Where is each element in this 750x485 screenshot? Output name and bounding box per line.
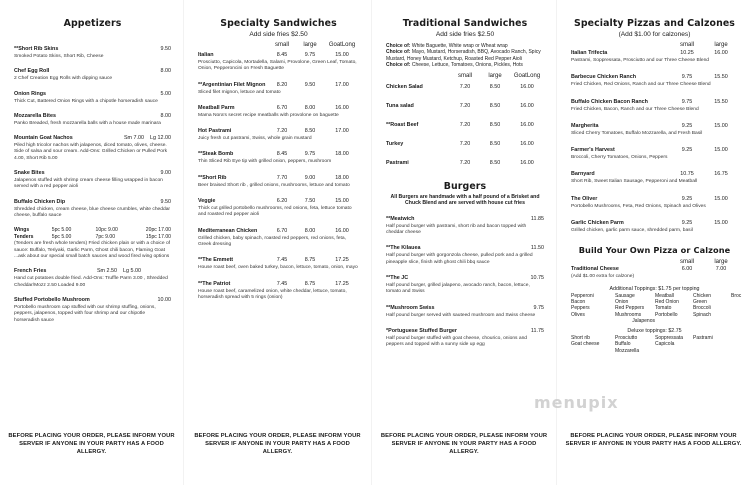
item-price: 11.85 (530, 215, 544, 222)
choice-text: White Baguette, White wrap or Wheat wrap (411, 43, 508, 49)
topping: Sausage (615, 292, 635, 299)
topping: Onion (615, 299, 629, 306)
menupix-watermark: menupix (534, 393, 619, 412)
item-name: Mountain Goat Nachos (14, 135, 73, 142)
item-description: Portobello Mushrooms, Feta, Red Onions, Spinach and Olives (571, 203, 706, 209)
burger-item (386, 275, 544, 296)
item-price: 9.00 (160, 170, 171, 177)
price-large: 15.50 (714, 98, 728, 105)
item-name: Italian Trifecta (571, 50, 608, 56)
price-large: 7.00 (715, 266, 727, 273)
item-name: Meatball Parm (198, 104, 235, 111)
fries-item (14, 268, 171, 289)
item-name: Turkey (386, 140, 404, 147)
item-name: **Steak Bomb (198, 151, 234, 158)
item-name: **Meatwich (386, 215, 415, 222)
topping: Peppers (571, 305, 590, 312)
item-name: Margherita (571, 122, 599, 129)
item-price: 5.00 (160, 90, 171, 97)
item-name: **The Patriot (198, 280, 231, 287)
deluxe-toppings-title: Deluxe toppings: $2.75 (627, 327, 682, 334)
appetizer-item (14, 46, 171, 60)
item-description: 2 Chef Creation Egg Rolls with dipping sauce (14, 76, 113, 82)
item-description: Half pound burger served with sauteed mushroom and Swiss cheese (386, 312, 536, 318)
item-description: Grilled chicken, baby spinach, roasted red peppers, red onions, feta, Greek dressing (198, 235, 346, 247)
choice-line (386, 49, 544, 62)
topping: Green (693, 299, 707, 306)
price-large: 8.50 (304, 128, 316, 135)
item-description: Half pound burger stuffed with goat cheese, chourico, onions and peppers and topped with a sunny side up egg (386, 335, 528, 348)
item-name: Chicken Salad (386, 83, 423, 90)
price-small: 7.20 (459, 102, 471, 109)
price-small: 7.20 (276, 128, 288, 135)
price-large: 8.50 (489, 83, 501, 90)
wings-price: 10pc 9.00 (95, 227, 118, 234)
item-description: Sliced filet mignon, lettuce and tomato (198, 89, 281, 95)
traditional-sandwiches-subtitle: Add side fries $2.50 (435, 31, 495, 38)
price-large: 8.00 (304, 104, 316, 111)
allergy-notice: BEFORE PLACING YOUR ORDER, PLEASE INFORM YOUR SERVER IF ANYONE IN YOUR PARTY HAS A FOOD ALLERGY. (194, 433, 361, 455)
price-large: 8.75 (304, 280, 316, 287)
item-description: Piled high tricolor nachos with jalapenos, diced tomato, olives, cheese. Side of salsa and sour cream. Add-Ons: Grilled Chicken or Pulled Pork 4.00, Short Rib 5.00 (14, 143, 168, 161)
price-small: 7.20 (459, 140, 471, 147)
item-description: Panko Breaded, fresh mozzarella balls with a house made marinara (14, 120, 161, 126)
topping (655, 318, 693, 324)
price-small: 9.25 (681, 147, 693, 154)
mushroom-item (14, 297, 171, 324)
price-large: 9.75 (304, 151, 316, 158)
choice-label: Choice of: (386, 62, 411, 69)
item-price: Sm 2.50 Lg 5.00 (96, 268, 141, 275)
wings-price: 5pc 5.00 (51, 227, 72, 234)
topping: Broc (731, 292, 742, 299)
price-large: 9.75 (304, 52, 316, 58)
choice-line (386, 62, 544, 68)
item-name: Buffalo Chicken Bacon Ranch (571, 98, 648, 105)
topping: Chicken (693, 292, 712, 299)
traditional-item (386, 84, 544, 91)
item-name: Traditional Cheese (571, 266, 619, 273)
price-large: 8.00 (304, 227, 316, 234)
sandwich-item (198, 257, 359, 271)
price-large: 8.75 (304, 257, 316, 264)
price-goatlong: 18.00 (335, 151, 349, 158)
item-description: Mama Nora's secret recipe meatballs with provolone on baguette (198, 112, 339, 118)
price-goatlong: 16.00 (335, 227, 349, 234)
item-description: Prosciutto, Capicola, Mortadella, Salami, Provolone, Green Leaf, Tomato, Onion, Pepperoncini on Fresh Baguette (198, 60, 357, 72)
price-large: 8.50 (489, 159, 501, 166)
item-description: House roast beef, oven baked turkey, bacon, lettuce, tomato, onion, mayo (198, 265, 358, 271)
sandwich-choices (386, 43, 544, 69)
item-description: House roast beef, caramelized onion, white cheddar, lettuce, tomato, horseradish spread with 5 rings (onion) (198, 288, 347, 300)
build-your-own-item (571, 266, 738, 280)
burgers-subtitle: All Burgers are handmade with a half pound of a Brisket and Chuck Blend and are served with house cut fries (390, 193, 540, 207)
allergy-notice: BEFORE PLACING YOUR ORDER, PLEASE INFORM YOUR SERVER IF ANYONE IN YOUR PARTY HAS A FOOD ALLERGY. (8, 433, 175, 455)
price-goatlong: 16.00 (335, 104, 349, 111)
item-price: 8.00 (160, 112, 171, 119)
item-name: **Short Rib (198, 174, 227, 181)
item-description: Sliced Cherry Tomatoes, Buffalo Mozzarella, and Fresh Basil (571, 130, 703, 136)
topping (731, 318, 750, 324)
traditional-item (386, 160, 544, 167)
specialty-sandwiches-column (184, 0, 372, 485)
price-goatlong: 15.00 (335, 52, 349, 58)
price-goatlong: 15.00 (335, 198, 349, 205)
deluxe-toppings-grid (571, 335, 738, 354)
topping: Buffalo Mozzarella (615, 341, 640, 354)
pizza-item (571, 220, 738, 234)
size-header (386, 72, 544, 80)
topping: Portobello (655, 311, 678, 318)
tenders-row (14, 234, 171, 241)
pizza-item (571, 123, 738, 137)
item-name: *Portuguese Stuffed Burger (386, 327, 457, 334)
pizza-item (571, 171, 738, 185)
item-name: **The Emmett (198, 257, 234, 264)
topping (571, 318, 615, 324)
appetizer-item (14, 199, 171, 220)
topping: Short rib (571, 334, 590, 341)
item-name: **Argentinian Filet Mignon (198, 81, 266, 88)
item-name: Mozzarella Bites (14, 112, 56, 119)
pizza-item (571, 99, 738, 113)
additional-toppings-grid (571, 292, 742, 325)
item-name: Tuna salad (386, 102, 414, 109)
price-small: 8.20 (276, 81, 288, 88)
wings-item (14, 227, 171, 260)
item-price: 9.50 (160, 198, 171, 205)
wings-row (14, 227, 171, 234)
appetizer-item (14, 91, 171, 105)
price-goatlong: 16.00 (520, 159, 534, 166)
price-large: 8.50 (489, 102, 501, 109)
price-goatlong: 16.00 (520, 140, 534, 147)
price-small: 8.45 (276, 52, 288, 58)
item-price: Sm 7.00 Lg 12.00 (123, 135, 171, 142)
sandwich-item (198, 128, 359, 142)
topping (693, 318, 731, 324)
item-description: Hand cut potatoes double fried. Add-Ons: Truffle Parm 3.00 , Shredded Cheddar/Mozz 2.50 Loaded 9.00 (14, 276, 168, 288)
price-small: 9.25 (681, 220, 693, 227)
topping: Prosciutto (615, 334, 638, 341)
pizza-item (571, 196, 738, 210)
burger-item (386, 305, 544, 319)
topping: Mushrooms (615, 311, 642, 318)
price-small: 7.45 (276, 257, 288, 264)
item-price: 10.00 (157, 296, 171, 303)
item-description: (Add $1.00 extra for calzone) (571, 274, 635, 280)
traditional-item (386, 103, 544, 110)
item-description: Broccoli, Cherry Tomatoes, Onions, Peppers (571, 155, 668, 161)
tenders-price: 15pc 17.00 (145, 233, 171, 240)
topping: Jalapenos (632, 318, 655, 325)
price-small: 9.25 (681, 195, 693, 202)
build-your-own-title: Build Your Own Pizza or Calzone (578, 245, 731, 256)
topping: Red Onion (655, 299, 679, 306)
sandwich-item (198, 198, 359, 219)
price-large: 16.75 (714, 171, 728, 178)
allergy-notice: BEFORE PLACING YOUR ORDER, PLEASE INFORM YOUR SERVER IF ANYONE IN YOUR PARTY HAS A FOOD ALLERGY. (565, 433, 742, 447)
price-large: 9.50 (304, 81, 316, 88)
item-description: Beer braised Short rib , grilled onions, mushrooms, lettuce and tomato (198, 182, 350, 188)
item-price: 10.75 (530, 275, 544, 281)
specialty-sandwiches-subtitle: Add side fries $2.50 (249, 31, 308, 38)
traditional-item (386, 141, 544, 148)
price-large: 15.00 (714, 147, 728, 154)
item-name: Barnyard (571, 171, 595, 178)
topping: Pepperoni (571, 292, 594, 299)
item-description: Half pound burger with pastrami, short rib and bacon topped with cheddar cheese (386, 223, 527, 236)
topping: Tomato (655, 305, 672, 312)
tenders-price: 5pc 5.00 (51, 233, 72, 240)
wings-label: Wings (14, 227, 30, 234)
topping (693, 341, 731, 354)
appetizers-column (0, 0, 184, 485)
topping: Capicola (655, 341, 675, 348)
wings-price: 20pc 17.00 (145, 227, 171, 234)
size-label: large (714, 259, 728, 266)
size-label: GoatLong (328, 42, 356, 48)
item-description: Thin Sliced Rib Eye tip with grilled onion, peppers, mushroom (198, 159, 332, 165)
specialty-sandwiches-title: Specialty Sandwiches (220, 18, 337, 29)
topping: Goat cheese (571, 341, 600, 348)
appetizer-item (14, 135, 171, 162)
burger-item (386, 216, 544, 237)
size-header (571, 258, 738, 266)
tenders-price: 7pc 9.00 (95, 233, 116, 240)
item-name: **Short Rib Skins (14, 46, 59, 52)
price-large: 7.50 (304, 198, 316, 205)
item-name: Farmer's Harvest (571, 147, 615, 154)
choice-label: Choice of: (386, 43, 411, 49)
size-label: large (303, 42, 317, 48)
item-description: Half pound burger with gorgonzola cheese, pulled pork and a grilled pineapple slice, finish with ghost chili bbq sauce (386, 253, 533, 265)
price-goatlong: 17.00 (335, 81, 349, 88)
price-goatlong: 18.00 (335, 174, 349, 181)
item-description: Pastrami, Soppressata, Prosciutto and our Three Cheese Blend (571, 58, 710, 63)
price-small: 6.00 (681, 266, 693, 273)
item-name: **Mushroom Swiss (386, 304, 435, 311)
sandwich-item (198, 52, 359, 73)
item-name: Chef Egg Roll (14, 68, 50, 75)
item-description: Half pound burger, grilled jalapeno, avocado ranch, bacon, lettuce, tomato and Swiss (386, 283, 530, 295)
burger-item (386, 245, 544, 266)
price-goatlong: 17.25 (335, 257, 349, 264)
item-description: Short Rib, Sweet Italian Sausage, Pepperoni and Meatball (571, 179, 698, 185)
wings-description: (Tenders are fresh whole tenders) Fried chicken plain or with a choice of sauce: Buffalo, Teriyaki, Garlic Parm, Ghost chili bacon, Flaming Goat ...ask about our special small batch sauces and wood fired wing options (14, 241, 171, 260)
item-name: Stuffed Portobello Mushroom (14, 296, 90, 303)
item-description: Shredded chicken, cream cheese, blue cheese crumbles, white cheddar cheese, buffalo sauce (14, 206, 171, 218)
item-name: **The JC (386, 275, 409, 281)
tenders-label: Tenders (14, 233, 34, 240)
pizza-item (571, 147, 738, 161)
item-name: French Fries (14, 268, 47, 275)
item-name: Buffalo Chicken Dip (14, 198, 66, 205)
item-name: Snake Bites (14, 170, 45, 177)
price-small: 9.25 (681, 122, 693, 129)
pizzas-column (557, 0, 750, 485)
traditional-column (372, 0, 557, 485)
item-price: 9.75 (533, 304, 544, 311)
size-label: small (679, 259, 694, 266)
item-name: The Oliver (571, 195, 598, 202)
size-label: large (488, 72, 502, 79)
price-large: 16.00 (714, 50, 728, 56)
appetizer-item (14, 68, 171, 82)
price-small: 7.20 (459, 83, 471, 90)
topping: Pastrami (693, 334, 713, 341)
item-description: Juicy fresh cut pastrami, Swiss, whole grain mustard (198, 136, 312, 142)
price-goatlong: 16.00 (520, 121, 534, 128)
item-description: Thick Cut, Battered Onion Rings with a chipotle horseradish sauce (14, 98, 158, 104)
size-label: GoatLong (513, 72, 541, 79)
price-large: 15.00 (714, 122, 728, 129)
price-goatlong: 17.25 (335, 280, 349, 287)
item-name: **The Kilauea (386, 245, 421, 252)
item-description: Portobello mushroom cap stuffed with our shrimp stuffing, onions, peppers, jalapenos, topped with four shrimp and our chipotle horseradish sauce (14, 304, 156, 323)
item-description: Smoked Potato Skins, Short Rib, Cheese (14, 54, 104, 59)
pizzas-title: Specialty Pizzas and Calzones (574, 18, 735, 29)
item-name: Hot Pastrami (198, 128, 232, 135)
pizza-item (571, 50, 738, 64)
topping: Broccoli (693, 305, 711, 312)
price-goatlong: 16.00 (520, 102, 534, 109)
appetizers-title: Appetizers (63, 18, 122, 29)
size-header (571, 41, 738, 49)
topping: Bacon (571, 299, 586, 306)
appetizer-item (14, 113, 171, 127)
topping: Olives (571, 311, 585, 318)
item-price: 9.50 (160, 46, 171, 52)
price-large: 8.50 (489, 121, 501, 128)
burger-item (386, 328, 544, 349)
price-small: 9.75 (681, 74, 693, 81)
traditional-sandwiches-title: Traditional Sandwiches (402, 18, 528, 29)
topping: Soppressata (655, 334, 684, 341)
topping (731, 341, 750, 354)
item-description: Jalapenos stuffed with shrimp cream cheese filling wrapped in bacon served with a red pepper aioli (14, 178, 163, 190)
sandwich-item (198, 228, 359, 249)
size-label: large (714, 42, 728, 48)
sandwich-item (198, 175, 359, 189)
topping: Spinach (693, 311, 712, 318)
price-large: 15.50 (714, 74, 728, 81)
price-goatlong: 17.00 (335, 128, 349, 135)
sandwich-item (198, 82, 359, 96)
item-price: 8.00 (160, 68, 171, 75)
topping: Red Peppers (615, 305, 645, 312)
item-name: Garlic Chicken Parm (571, 220, 624, 227)
item-description: Fried Chicken, Bacon, Ranch and our Three Cheese Blend (571, 106, 699, 112)
size-label: small (679, 42, 694, 48)
additional-toppings-title: Additional Toppings: $1.75 per topping (609, 285, 700, 292)
price-small: 10.75 (680, 171, 694, 178)
size-label: small (457, 72, 472, 79)
price-small: 6.20 (276, 198, 288, 205)
item-description: Grilled chicken, garlic parm sauce, shredded parm, basil (571, 228, 693, 234)
price-small: 7.45 (276, 280, 288, 287)
item-price: 11.50 (530, 245, 544, 252)
price-large: 15.00 (714, 195, 728, 202)
item-name: Veggie (198, 198, 216, 205)
item-name: Italian (198, 52, 214, 58)
price-large: 15.00 (714, 220, 728, 227)
price-small: 9.75 (681, 98, 693, 105)
item-name: Onion Rings (14, 90, 47, 97)
price-small: 7.20 (459, 159, 471, 166)
traditional-item (386, 122, 544, 129)
price-large: 8.50 (489, 140, 501, 147)
choice-text: Cheese, Lettuce, Tomatoes, Onions, Pickles, Hots (411, 62, 523, 69)
sandwich-item (198, 105, 359, 119)
item-name: Mediterranean Chicken (198, 227, 258, 234)
appetizer-item (14, 170, 171, 191)
sandwich-item (198, 281, 359, 302)
item-name: Pastrami (386, 159, 409, 166)
price-small: 8.45 (276, 151, 288, 158)
choice-label: Choice of: (386, 49, 411, 56)
choice-text: Mayo, Mustard, Horseradish, BBQ, Avocado Ranch, Spicy Mustard, Honey Mustard, Ketchup, Roasted Red Pepper Aioli (386, 49, 541, 62)
price-small: 6.70 (276, 104, 288, 111)
price-small: 6.70 (276, 227, 288, 234)
size-header (198, 41, 359, 49)
price-large: 9.00 (304, 174, 316, 181)
item-name: Barbecue Chicken Ranch (571, 74, 637, 81)
pizzas-subtitle: (Add $1.00 for calzones) (618, 31, 691, 38)
item-name: **Roast Beef (386, 121, 419, 128)
price-goatlong: 16.00 (520, 83, 534, 90)
size-label: small (274, 42, 289, 48)
item-description: Thick cut grilled portobello mushrooms, red onions, feta, lettuce tomato and roasted red pepper aioli (198, 206, 352, 218)
item-description: Fried Chicken, Red Onions, Ranch and our Three Cheese Blend (571, 82, 711, 88)
item-price: 11.75 (530, 327, 544, 334)
price-small: 7.20 (459, 121, 471, 128)
price-small: 7.70 (276, 174, 288, 181)
allergy-notice: BEFORE PLACING YOUR ORDER, PLEASE INFORM YOUR SERVER IF ANYONE IN YOUR PARTY HAS A FOOD ALLERGY. (380, 433, 548, 455)
pizza-item (571, 74, 738, 88)
burgers-title: Burgers (443, 180, 487, 192)
sandwich-item (198, 151, 359, 165)
topping: Meatball (655, 292, 674, 299)
price-small: 10.25 (680, 50, 694, 56)
